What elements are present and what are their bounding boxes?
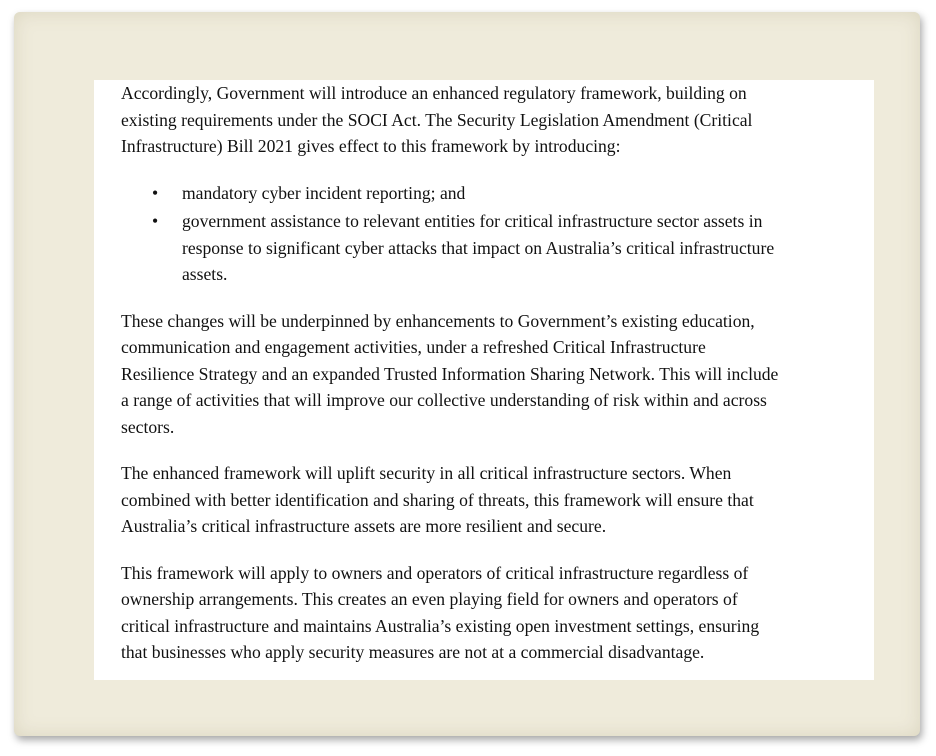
bullet-list [121,180,874,288]
text-line: sectors. [121,416,175,437]
text-line: These changes will be underpinned by enhancements to Government’s existing education, [121,310,755,331]
bullet-item [121,180,874,207]
text-line: This framework will apply to owners and operators of critical infrastructure regardless of [121,562,749,583]
text-line: ownership arrangements. This creates an even playing field for owners and operators of [121,589,738,609]
paper-frame [14,12,920,736]
intro-paragraph [121,80,874,160]
text-line: assets. [182,264,228,284]
text-line: response to significant cyber attacks that impact on Australia’s critical infrastructure [182,237,775,258]
text-line: critical infrastructure and maintains Australia’s existing open investment settings, ensuring [121,615,760,636]
bullet-item [121,208,874,288]
text-line: mandatory cyber incident reporting; and [182,182,466,203]
text-line: Australia’s critical infrastructure assets are more resilient and secure. [121,516,607,536]
enhancements-paragraph [121,308,874,441]
text-line: The enhanced framework will uplift security in all critical infrastructure sectors. When [121,463,732,483]
ownership-paragraph [121,560,874,666]
bullet-symbol: • [152,211,159,231]
text-line: government assistance to relevant entities for critical infrastructure sector assets in [182,211,763,231]
text-line: existing requirements under the SOCI Act. The Security Legislation Amendment (Critical [121,109,753,130]
text-line: Infrastructure) Bill 2021 gives effect to this framework by introducing: [121,136,621,156]
document-body [121,80,874,680]
text-line: combined with better identification and sharing of threats, this framework will ensure that [121,489,754,510]
text-line: Accordingly, Government will introduce an enhanced regulatory framework, building on [121,83,747,103]
bullet-symbol: • [152,182,159,203]
text-line: communication and engagement activities, under a refreshed Critical Infrastructure [121,337,706,357]
uplift-paragraph [121,460,874,540]
text-line: a range of activities that will improve our collective understanding of risk within and across [121,390,767,410]
text-line: that businesses who apply security measures are not at a commercial disadvantage. [121,642,705,662]
document-page [94,80,874,680]
text-line: Resilience Strategy and an expanded Trusted Information Sharing Network. This will include [121,363,779,384]
